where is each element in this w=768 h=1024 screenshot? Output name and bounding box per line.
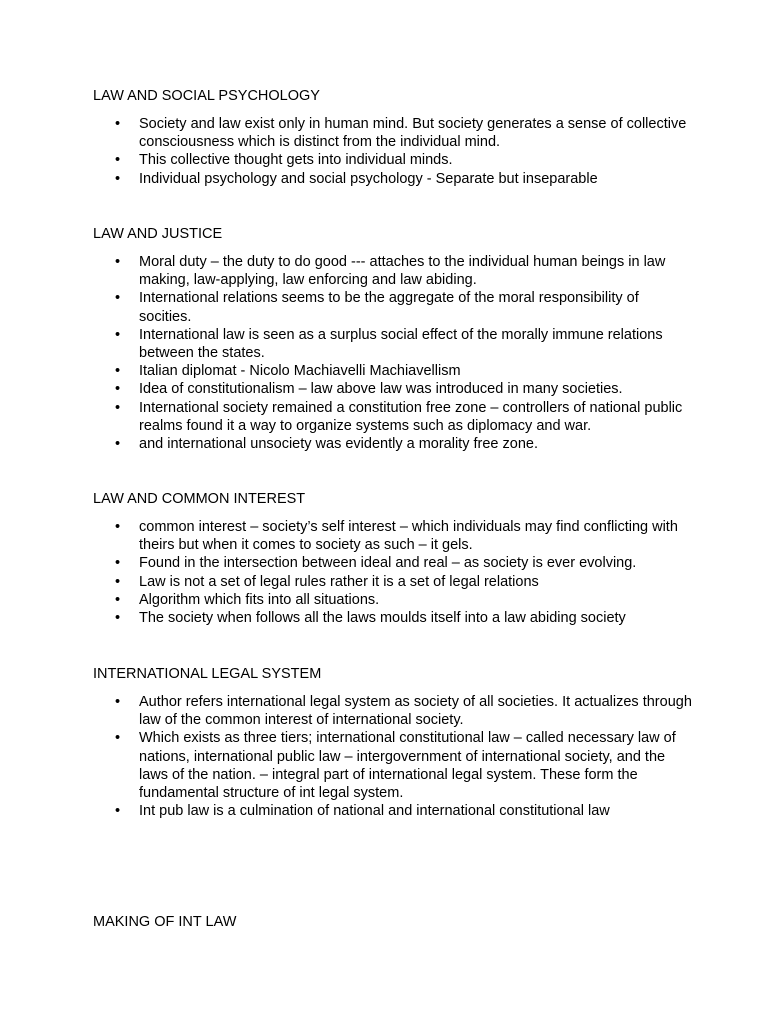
list-item: • Law is not a set of legal rules rather it is a set of legal relations — [93, 573, 693, 591]
bullet-list-international-legal-system — [93, 693, 693, 820]
bullet-list-common-interest — [93, 518, 693, 627]
list-item: • International law is seen as a surplus social effect of the morally immune relations between the states. — [93, 326, 693, 362]
bullet-list-law-and-justice — [93, 253, 693, 453]
list-item: • The society when follows all the laws moulds itself into a law abiding society — [93, 609, 693, 627]
list-item: • Individual psychology and social psychology - Separate but inseparable — [93, 170, 693, 188]
list-item: • Italian diplomat - Nicolo Machiavelli Machiavellism — [93, 362, 693, 380]
section-heading-common-interest: LAW AND COMMON INTEREST — [93, 491, 306, 507]
list-item: • International relations seems to be the aggregate of the moral responsibility of socities. — [93, 289, 693, 325]
section-heading-international-legal-system: INTERNATIONAL LEGAL SYSTEM — [93, 666, 322, 682]
list-item: • Society and law exist only in human mind. But society generates a sense of collective consciousness which is distinct from the individual mind. — [93, 115, 693, 151]
section-heading-law-and-justice: LAW AND JUSTICE — [93, 226, 223, 242]
list-item: • Moral duty – the duty to do good --- attaches to the individual human beings in law making, law-applying, law enforcing and law abiding. — [93, 253, 693, 289]
bullet-list-social-psychology — [93, 115, 693, 188]
list-item: • Which exists as three tiers; international constitutional law – called necessary law of nations, international public law – intergovernment of international society, and the laws of the nation. – integral part of international legal system. These form the fundamental structure of int legal system. — [93, 729, 693, 802]
list-item: • International society remained a constitution free zone – controllers of national public realms found it a way to organize systems such as diplomacy and war. — [93, 399, 693, 435]
section-heading-social-psychology: LAW AND SOCIAL PSYCHOLOGY — [93, 88, 320, 104]
list-item: • Int pub law is a culmination of national and international constitutional law — [93, 802, 693, 820]
list-item: • Algorithm which fits into all situations. — [93, 591, 693, 609]
list-item: • Found in the intersection between ideal and real – as society is ever evolving. — [93, 554, 693, 572]
list-item: • This collective thought gets into individual minds. — [93, 151, 693, 169]
section-heading-making-of-int-law: MAKING OF INT LAW — [93, 914, 237, 930]
list-item: • Idea of constitutionalism – law above law was introduced in many societies. — [93, 380, 693, 398]
list-item: • and international unsociety was evidently a morality free zone. — [93, 435, 693, 453]
list-item: • Author refers international legal system as society of all societies. It actualizes through law of the common interest of international society. — [93, 693, 693, 729]
list-item: • common interest – society’s self interest – which individuals may find conflicting with theirs but when it comes to society as such – it gels. — [93, 518, 693, 554]
